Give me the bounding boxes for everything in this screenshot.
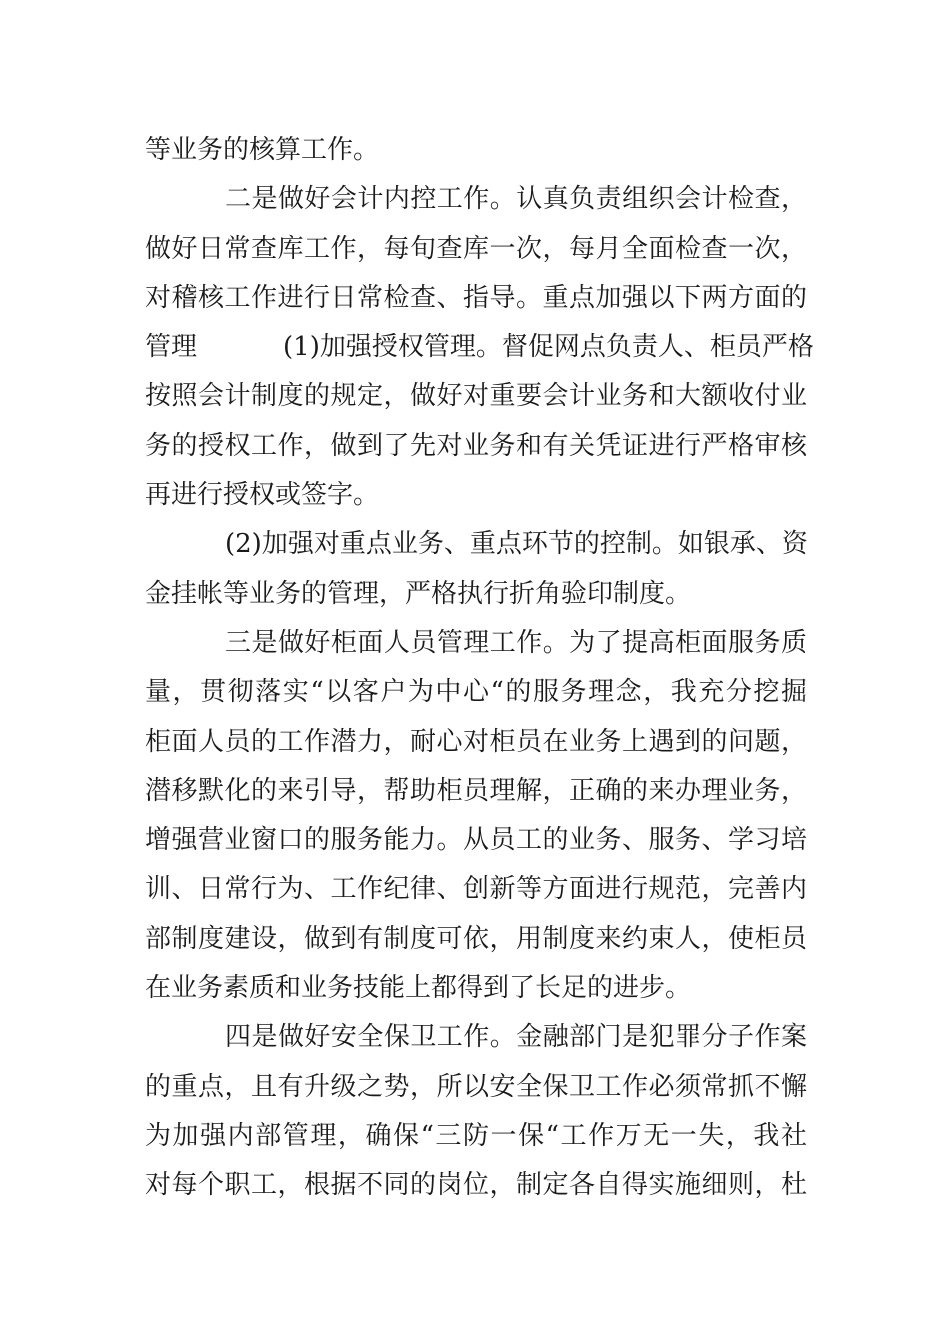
paragraph-start-line: 三是做好柜面人员管理工作。为了提高柜面服务质 bbox=[225, 627, 807, 658]
text-line: 量，贯彻落实“以客户为中心“的服务理念，我充分挖掘 bbox=[145, 677, 807, 708]
text-line: 务的授权工作，做到了先对业务和有关凭证进行严格审核 bbox=[145, 430, 807, 461]
text-line: 柜面人员的工作潜力，耐心对柜员在业务上遇到的问题， bbox=[145, 726, 807, 757]
text-line: 在业务素质和业务技能上都得到了长足的进步。 bbox=[145, 973, 692, 1004]
text-line: 潜移默化的来引导，帮助柜员理解，正确的来办理业务， bbox=[145, 775, 807, 806]
document-body bbox=[145, 126, 814, 1211]
text-line: 按照会计制度的规定，做好对重要会计业务和大额收付业 bbox=[145, 381, 807, 412]
text-line: 再进行授权或签字。 bbox=[145, 480, 380, 511]
text-line: 训、日常行为、工作纪律、创新等方面进行规范，完善内 bbox=[145, 874, 807, 905]
text-line: 等业务的核算工作。 bbox=[145, 135, 380, 165]
text-fragment: 管理 bbox=[145, 332, 198, 363]
text-line: 对每个职工，根据不同的岗位，制定各自得实施细则，杜 bbox=[145, 1170, 807, 1201]
text-line: 金挂帐等业务的管理，严格执行折角验印制度。 bbox=[145, 578, 692, 609]
text-line: 对稽核工作进行日常检查、指导。重点加强以下两方面的 bbox=[145, 282, 807, 313]
text-line-mixed bbox=[145, 323, 814, 372]
text-fragment: (1)加强授权管理。督促网点负责人、柜员严格 bbox=[283, 332, 814, 363]
paragraph-start-line: (2)加强对重点业务、重点环节的控制。如银承、资 bbox=[225, 529, 808, 560]
text-line: 做好日常查库工作，每旬查库一次，每月全面检查一次， bbox=[145, 233, 807, 264]
text-line: 为加强内部管理，确保“三防一保“工作万无一失，我社 bbox=[145, 1120, 807, 1151]
paragraph-start-line: 四是做好安全保卫工作。金融部门是犯罪分子作案 bbox=[225, 1022, 807, 1053]
paragraph-start-line: 二是做好会计内控工作。认真负责组织会计检查， bbox=[225, 184, 807, 215]
text-line: 增强营业窗口的服务能力。从员工的业务、服务、学习培 bbox=[145, 825, 807, 856]
text-line: 的重点，且有升级之势，所以安全保卫工作必须常抓不懈 bbox=[145, 1071, 807, 1102]
text-line: 部制度建设，做到有制度可依，用制度来约束人，使柜员 bbox=[145, 923, 807, 954]
